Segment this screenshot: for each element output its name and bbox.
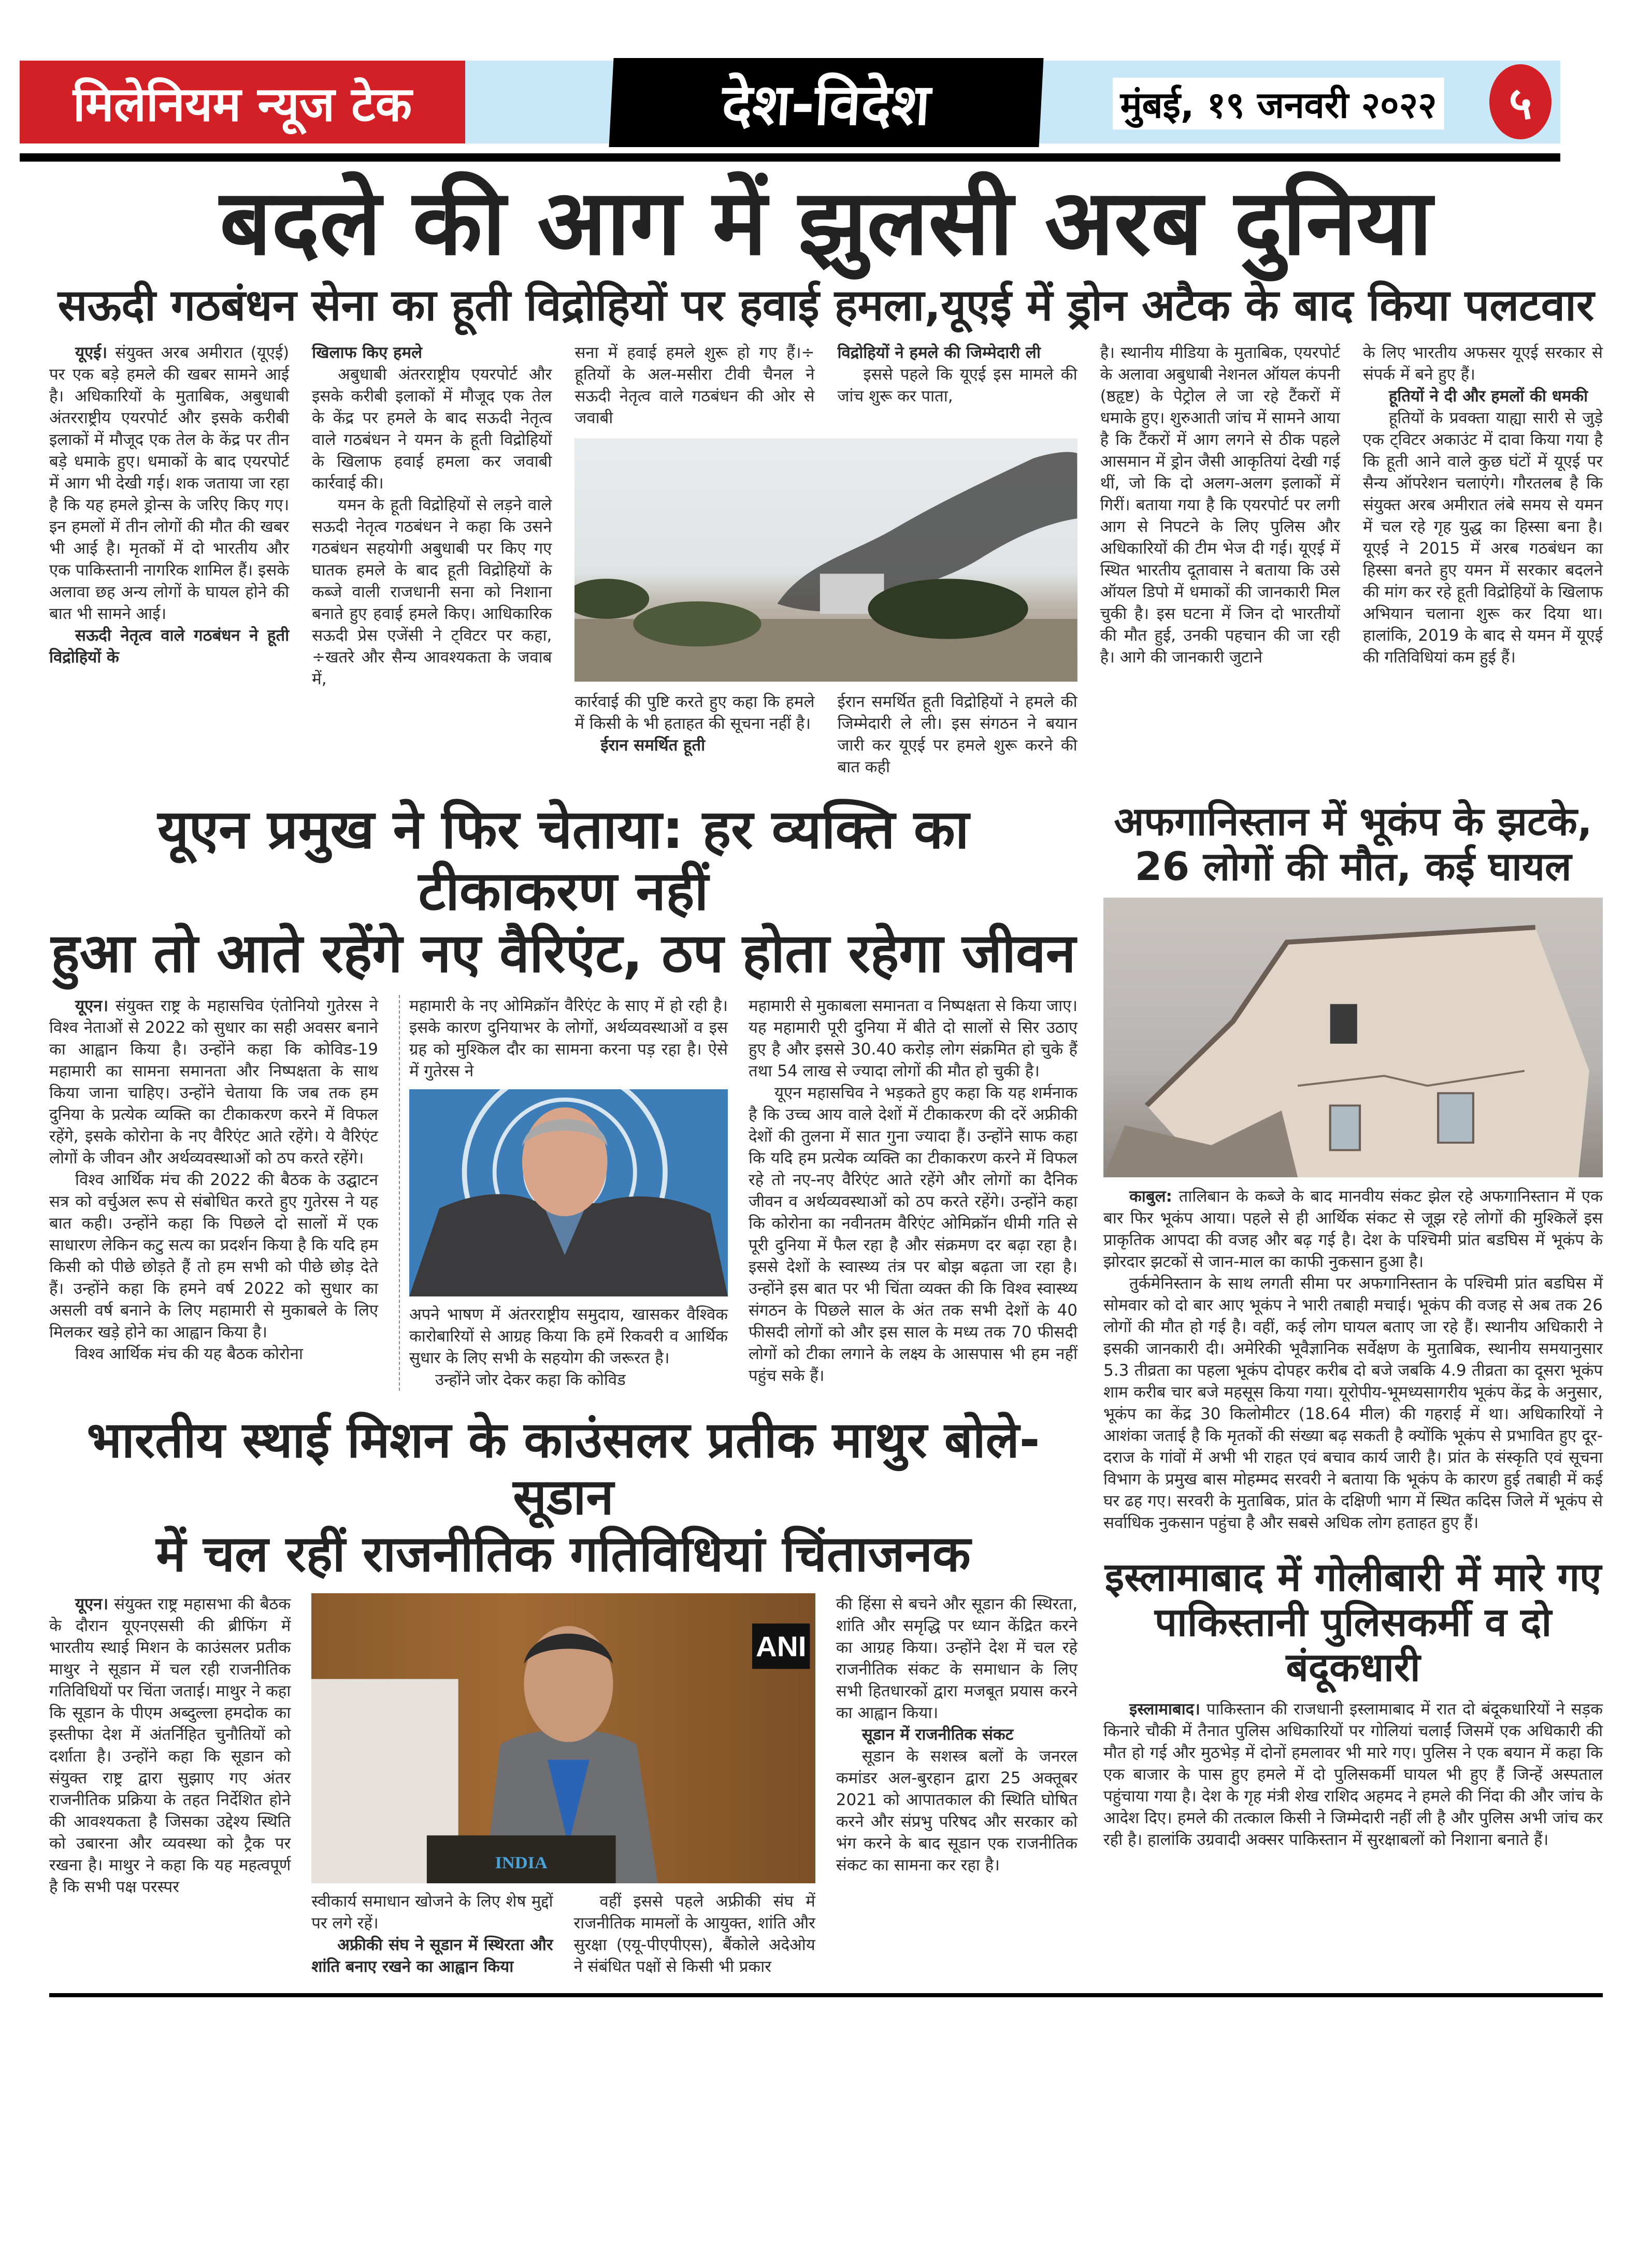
story4-col2-subhead: अफ्रीकी संघ ने सूडान में स्थिरता और शांति बनाए रखने का आह्वान किया [311,1935,553,1976]
story1-col3-subhead: ईरान समर्थित हूती [600,736,706,755]
story5-dateline: इस्लामाबाद। [1129,1699,1200,1719]
story1-subheadline: सऊदी गठबंधन सेना का हूती विद्रोहियों पर हवाई हमला,यूएई में ड्रोन अटैक के बाद किया पलटवार [58,280,1594,331]
story2-col2-top-block [409,995,728,1082]
story4-col4-p1: की हिंसा से बचने और सूडान की स्थिरता, शांति और समृद्धि पर ध्यान केंद्रित करने का आग्रह किया। उन्होंने देश में चल रहे राजनीतिक संकट के समाधान के लिए सभी हितधारकों द्वारा मजबूत प्रयास करने का आह्वान किया। [836,1594,1078,1722]
masthead-rule [20,153,1560,162]
story1-col3-bottom [574,691,814,778]
section-label: देश-विदेश [609,58,1043,147]
story1-col3-top [574,342,814,429]
story5-body [1103,1698,1603,1851]
story4-col2-p1: स्वीकार्य समाधान खोजने के लिए शेष मुद्दों पर लगे रहें। [311,1892,553,1933]
story4-col1 [49,1593,291,1898]
guterres-portrait-photo [409,1089,728,1296]
smoke-over-abu-dhabi-photo [574,438,1077,682]
story1-col4-top [837,342,1077,429]
story1-col2-p1: अबुधाबी अंतरराष्ट्रीय एयरपोर्ट और इसके करीबी इलाकों में मौजूद एक तेल के केंद्र पर हमले के बाद सऊदी नेतृत्व वाले गठबंधन ने यमन के हूती विद्रोहियों के खिलाफ हवाई हमला कर जवाबी कार्रवाई की। [312,365,552,493]
story2-col1 [49,995,378,1365]
story4-middle [311,1593,815,1978]
right-stack [1103,799,1603,1851]
story1-columns [49,342,1603,778]
story2-headline-line1: यूएन प्रमुख ने फिर चेताया: हर व्यक्ति का टीकाकरण नहीं [157,797,969,923]
story4-col4-p2: सूडान के सशस्त्र बलों के जनरल कमांडर अल-बुरहान द्वारा 25 अक्तूबर 2021 को आपातकाल की स्थिति घोषित करने और संप्रभु परिषद और सरकार को भंग करने के बाद सूडान एक राजनीतिक संकट का सामना कर रहा है। [836,1747,1078,1874]
page-number-badge: ५ [1489,64,1552,139]
un-emblem-portrait [409,1089,728,1296]
story4 [49,1411,1078,1978]
story2-col2-top: महामारी के नए ओमिक्रॉन वैरिएंट के साए में हो रही है। इसके कारण दुनियाभर के लोगों, अर्थव्यवस्थाओं व इस ग्रह को मुश्किल दौर का सामना करना पड़ रहा है। ऐसे में गुतेरस ने [409,996,728,1080]
brand-logo: मिलेनियम न्यूज टेक [20,61,465,143]
story1-col1-subhead: सऊदी नेतृत्व वाले गठबंधन ने हूती विद्रोहियों के [49,626,290,667]
story1-col6 [1363,342,1603,668]
story1-col2-p2: यमन के हूती विद्रोहियों से लड़ने वाले सऊदी नेतृत्व गठबंधन ने कहा कि उसने गठबंधन सहयोगी अबुधाबी पर किए गए घातक हमले के बाद हूती विद्रोहियों के कब्जे वाली राजधानी सना को निशाना बनाते हुए हवाई हमले किए। आधिकारिक सऊदी प्रेस एजेंसी ने ट्विटर पर कहा, ÷खतरे और सैन्य आवश्यकता के जवाब में, [312,495,552,688]
story1-col2 [312,342,552,690]
story4-columns [49,1593,1078,1978]
mathur-un-photo [311,1593,815,1883]
story3-dateline: काबुल: [1129,1187,1172,1206]
story1 [49,171,1603,778]
story2-col2-bottom [409,1304,728,1391]
story1-col6-top: के लिए भारतीय अफसर यूएई सरकार से संपर्क में बने हुए हैं। [1362,343,1603,384]
story1-col1-text: संयुक्त अरब अमीरात (यूएई) पर एक बड़े हमले की खबर सामने आई है। अधिकारियों के मुताबिक, अबुधाबी अंतरराष्ट्रीय एयरपोर्ट और इसके करीबी इलाकों में मौजूद एक तेल के केंद्र पर तीन बड़े धमाके हुए। धमाकों के बाद एयरपोर्ट में आग भी देखी गई। शक जताया जा रहा है कि यह हमले ड्रोन्स के जरिए किए गए। इन हमलों में तीन लोगों की मौत की खबर भी आई है। मृतकों में दो भारतीय और एक पाकिस्तानी नागरिक शामिल हैं। इसके अलावा छह अन्य लोगों के घायल होने की बात भी सामने आई। [49,343,290,623]
story1-dateline: यूएई। [75,343,108,362]
story3-headline-line1: अफगानिस्तान में भूकंप के झटके, [1114,798,1592,844]
story2-col3-p1: महामारी से मुकाबला समानता व निष्पक्षता से किया जाए। यह महामारी पूरी दुनिया में बीते दो सालों से सिर उठाए हुए है और इससे 30.40 करोड़ लोग संक्रमित हो चुके हैं तथा 54 लाख से ज्यादा लोगों की मौत हो चुकी है। [749,996,1078,1080]
story3 [1103,799,1603,1534]
story2-col2-p2: उन्होंने जोर देकर कहा कि कोविड [435,1370,626,1389]
lower-section [49,799,1603,1978]
story1-col4-bottom-text: ईरान समर्थित हूती विद्रोहियों ने हमले की जिम्मेदारी ले ली। इस संगठन ने बयान जारी कर यूएई पर हमले शुरू करने की बात कही [837,692,1078,776]
dateline: मुंबई, १९ जनवरी २०२२ [1113,78,1444,129]
story2-col1-p1: संयुक्त राष्ट्र के महासचिव एंतोनियो गुतेरस ने विश्व नेताओं से 2022 को सुधार का सही अवसर बनाने का आह्वान किया है। उन्होंने कहा कि कोविड-19 महामारी का सामना समानता और निष्पक्षता के साथ किया जाना चाहिए। उन्होंने चेताया कि जब तक हम दुनिया के प्रत्येक व्यक्ति का टीकाकरण करने में विफल रहेंगे, इसके कोरोना के नए वैरिएंट आते रहेंगे। ये वैरिएंट लोगों के जीवन और अर्थव्यवस्थाओं को ठप करते रहेंगे। [49,996,378,1167]
story2-headline-line2: हुआ तो आते रहेंगे नए वैरिएंट, ठप होता रहेगा जीवन [51,921,1076,985]
story2-photo-caption-cont: अपने भाषण में अंतरराष्ट्रीय समुदाय, खासकर वैश्विक कारोबारियों से आग्रह किया कि हमें रिकवरी व आर्थिक सुधार के लिए सभी के सहयोग की जरूरत है। [409,1305,728,1367]
story4-col3 [574,1891,815,1978]
story4-col4 [836,1593,1078,1876]
story2-col1-p2: विश्व आर्थिक मंच की 2022 की बैठक के उद्घाटन सत्र को वर्चुअल रूप से संबोधित करते हुए गुतेरस ने यह बात कही। उन्होंने कहा कि पिछले दो सालों में एक साधारण लेकिन कटु सत्य का प्रदर्शन किया है कि यदि हम किसी को पीछे छोड़ते हैं तो हम सभी को पीछे छोड़ देते हैं। उन्होंने कहा कि हमने वर्ष 2022 को सुधार का असली वर्ष बनाने के लिए महामारी से मुकाबले के लिए मिलकर खड़े होने का आह्वान किया है। [49,1170,378,1342]
smoke-illustration [574,438,1077,682]
story3-body [1103,1186,1603,1534]
story2-col2 [399,995,728,1391]
left-stack [49,799,1078,1978]
story2 [49,799,1078,1391]
story1-col4-bottom [837,691,1077,778]
story2-col3 [749,995,1078,1387]
story4-col4-subhead: सूडान में राजनीतिक संकट [861,1725,1014,1744]
story1-col1 [49,342,289,668]
story1-col3-top-text: सना में हवाई हमले शुरू हो गए हैं।÷ हूतियों के अल-मसीरा टीवी चैनल ने सऊदी नेतृत्व वाले गठबंधन की ओर से जवाबी [574,343,815,427]
story2-dateline: यूएन। [75,996,109,1015]
building-illustration [1103,898,1603,1177]
story5-p1: पाकिस्तान की राजधानी इस्लामाबाद में रात दो बंदूकधारियों ने सड़क किनारे चौकी में तैनात पुलिस अधिकारियों पर गोलियां चलाईं जिसमें एक अधिकारी की मौत हो गई और मुठभेड़ में दोनों हमलावर भी मारे गए। पुलिस ने एक बयान में कहा कि एक बाजार के पास हुए हमले में दो पुलिसकर्मी घायल भी हुए हैं जिन्हें अस्पताल पहुंचाया गया है। देश के गृह मंत्री शेख राशिद अहमद ने हमले की निंदा की और जांच के आदेश दिए। हमले की तत्काल किसी ने जिम्मेदारी नहीं ली है और पुलिस अभी जांच कर रही है। हालांकि उग्रवादी अक्सर पाकिस्तान में सुरक्षाबलों को निशाना बनाते हैं। [1103,1699,1603,1849]
story1-col6-subhead: हूतियों ने दी और हमलों की धमकी [1388,386,1588,406]
story5-headline-line1: इस्लामाबाद में गोलीबारी में मारे गए [1104,1553,1602,1600]
bottom-rule [49,1993,1603,1997]
story4-headline-line2: में चल रहीं राजनीतिक गतिविधियां चिंताजनक [156,1525,971,1583]
masthead [20,0,1632,171]
story2-columns [49,995,1078,1391]
story5 [1103,1554,1603,1851]
story3-headline-line2: 26 लोगों की मौत, कई घायल [1134,843,1572,890]
damaged-building-photo [1103,898,1603,1177]
story4-col1-text: संयुक्त राष्ट्र महासभा की बैठक के दौरान यूएनएससी की ब्रीफिंग में भारतीय स्थाई मिशन के काउंसलर प्रतीक माथुर ने सूडान में चल रही राजनीतिक गतिविधियों पर चिंता जताई। माथुर ने कहा कि सूडान के पीएम अब्दुल्ला हमदोक का इस्तीफा देश में अंतर्निहित चुनौतियों को दर्शाता है। उन्होंने कहा कि सूडान को संयुक्त राष्ट्र द्वारा सुझाए गए अंतर राजनीतिक प्रक्रिया के तहत निर्देशित होने की आवश्यकता है जिसका उद्देश्य स्थिति को उबारना और व्यवस्था को ट्रैक पर रखना है। माथुर ने कहा कि यह महत्वपूर्ण है कि सभी पक्ष परस्पर [49,1594,291,1896]
story1-col6-body: हूतियों के प्रवक्ता याह्या सारी से जुड़े एक ट्विटर अकाउंट में दावा किया गया है कि हूती आने वाले कुछ घंटों में यूएई पर सैन्य ऑपरेशन चलाएंगे। गौरतलब है कि संयुक्त अरब अमीरात लंबे समय से यमन में चल रहे गृह युद्ध का हिस्सा बना है। यूएई ने 2015 में अरब गठबंधन का हिस्सा बनते हुए यमन में सरकार बदलने की मांग कर रहे हूती विद्रोहियों के खिलाफ अभियान चलाना शुरू कर दिया था। हालांकि, 2019 के बाद से यमन में यूएई की गतिविधियां कम हुई हैं। [1362,408,1603,667]
story1-middle [574,342,1077,778]
story4-col3-text: वहीं इससे पहले अफ्रीकी संघ में राजनीतिक मामलों के आयुक्त, शांति और सुरक्षा (एयू-पीएपीएस), बैंकोले अदेओय ने संबंधित पक्षों से किसी भी प्रकार [573,1892,815,1976]
story1-headline: बदले की आग में झुलसी अरब दुनिया [220,170,1432,276]
story1-col4-subhead: विद्रोहियों ने हमले की जिम्मेदारी ली [837,343,1041,362]
india-nameplate: INDIA [495,1853,548,1872]
story2-col1-p3: विश्व आर्थिक मंच की यह बैठक कोरोना [75,1344,303,1363]
story1-col4-top-text: इससे पहले कि यूएई इस मामले की जांच शुरू कर पाता, [837,365,1078,406]
story1-col5-text: है। स्थानीय मीडिया के मुताबिक, एयरपोर्ट के अलावा अबुधाबी नेशनल ऑयल कंपनी (ष्ठहृष्ट) के पेट्रोल ले जा रहे टैंकरों में धमाके हुए। शुरुआती जांच में सामने आया है कि टैंकरों में आग लगने से ठीक पहले आसमान में ड्रोन जैसी आकृतियां देखी गई थीं, जो कि दो अलग-अलग इलाकों में गिरीं। बताया गया है कि एयरपोर्ट पर लगी आग से निपटने के लिए पुलिस और अधिकारियों की टीम भेज दी गई। यूएई में स्थित भारतीय दूतावास ने बताया कि उसे ऑयल डिपो में धमाकों की जानकारी मिल चुकी है। इस घटना में जिन दो भारतीयों की मौत हुई, उनकी पहचान की जा रही है। आगे की जानकारी जुटाने [1100,343,1340,667]
un-meeting-illustration [311,1593,815,1883]
story3-p2: तुर्कमेनिस्तान के साथ लगती सीमा पर अफगानिस्तान के पश्चिमी प्रांत बडघिस में सोमवार को दो बार आए भूकंप ने भारी तबाही मचाई। भूकंप की वजह से अब तक 26 लोगों की मौत हो गई है। वहीं, कई लोग घायल बताए जा रहे हैं। स्थानीय अधिकारी ने इसकी जानकारी दी। अमेरिकी भूवैज्ञानिक सर्वेक्षण के मुताबिक, स्थानीय समयानुसार 5.3 तीव्रता का पहला भूकंप दोपहर करीब दो बजे जबकि 4.9 तीव्रता का दूसरा भूकंप शाम करीब चार बजे महसूस किया गया। यूरोपीय-भूमध्यसागरीय भूकंप केंद्र के अनुसार, भूकंप का केंद्र 30 किलोमीटर (18.64 मील) की गहराई में था। अधिकारियों ने आशंका जताई है कि मृतकों की संख्या बढ़ सकती है क्योंकि भूकंप से प्रभावित हुए दूर-दराज के गांवों में अभी भी राहत एवं बचाव कार्य जारी है। प्रांत के संस्कृति एवं सूचना विभाग के प्रमुख बास मोहम्मद सरवरी ने बताया कि भूकंप के कारण हुई तबाही में कई घर ढह गए। सरवरी के मुताबिक, प्रांत के दक्षिणी भाग में स्थित कदिस जिले में भूकंप से सर्वाधिक नुकसान पहुंचा है और सबसे अधिक लोग हताहत हुए हैं। [1103,1274,1603,1532]
story1-col5 [1100,342,1340,668]
story4-col2 [311,1891,553,1978]
story2-col3-p2: यूएन महासचिव ने भड़कते हुए कहा कि यह शर्मनाक है कि उच्च आय वाले देशों में टीकाकरण की दरें अफ्रीकी देशों की तुलना में सात गुना ज्यादा हैं। उन्होंने साफ कहा कि यदि हम प्रत्येक व्यक्ति का टीकाकरण करने में विफल रहे तो नए-नए वैरिएंट आते रहेंगे और लोगों का दैनिक जीवन व अर्थव्यवस्थाओं को ठप करते रहेंगे। उन्होंने कहा कि कोरोना का नवीनतम वैरिएंट ओमिक्रॉन धीमी गति से पूरी दुनिया में फैल रहा है और संक्रमण दर बढ़ा रहा है। इससे देशों के स्वास्थ्य तंत्र पर बोझ बढ़ता जा रहा है। उन्होंने इस बात पर भी चिंता व्यक्त की कि विश्व स्वास्थ्य संगठन के पिछले साल के अंत तक सभी देशों के 40 फीसदी लोगों को और इस साल के मध्य तक 70 फीसदी लोगों को टीका लगाने के लक्ष्य के आसपास भी हम नहीं पहुंच सके हैं। [749,1083,1078,1385]
story4-dateline: यूएन। [75,1594,109,1613]
story1-col2-subhead: खिलाफ किए हमले [312,343,423,362]
story5-headline-line2: पाकिस्तानी पुलिसकर्मी व दो बंदूकधारी [1154,1599,1552,1691]
ani-watermark: ANI [756,1631,807,1663]
story4-headline-line1: भारतीय स्थाई मिशन के काउंसलर प्रतीक माथुर बोले- सूडान [87,1410,1040,1526]
story1-col3-bottom-text: कार्रवाई की पुष्टि करते हुए कहा कि हमले में किसी के भी हताहत की सूचना नहीं है। [574,692,815,733]
story3-p1: तालिबान के कब्जे के बाद मानवीय संकट झेल रहे अफगानिस्तान में एक बार फिर भूकंप आया। पहले से ही आर्थिक संकट से जूझ रहे लोगों की मुश्किलें इस प्राकृतिक आपदा की वजह और बढ़ गई है। देश के पश्चिमी प्रांत बडघिस में भूकंप के झोरदार झटकों से जान-माल का काफी नुकसान हुआ है। [1103,1187,1603,1271]
